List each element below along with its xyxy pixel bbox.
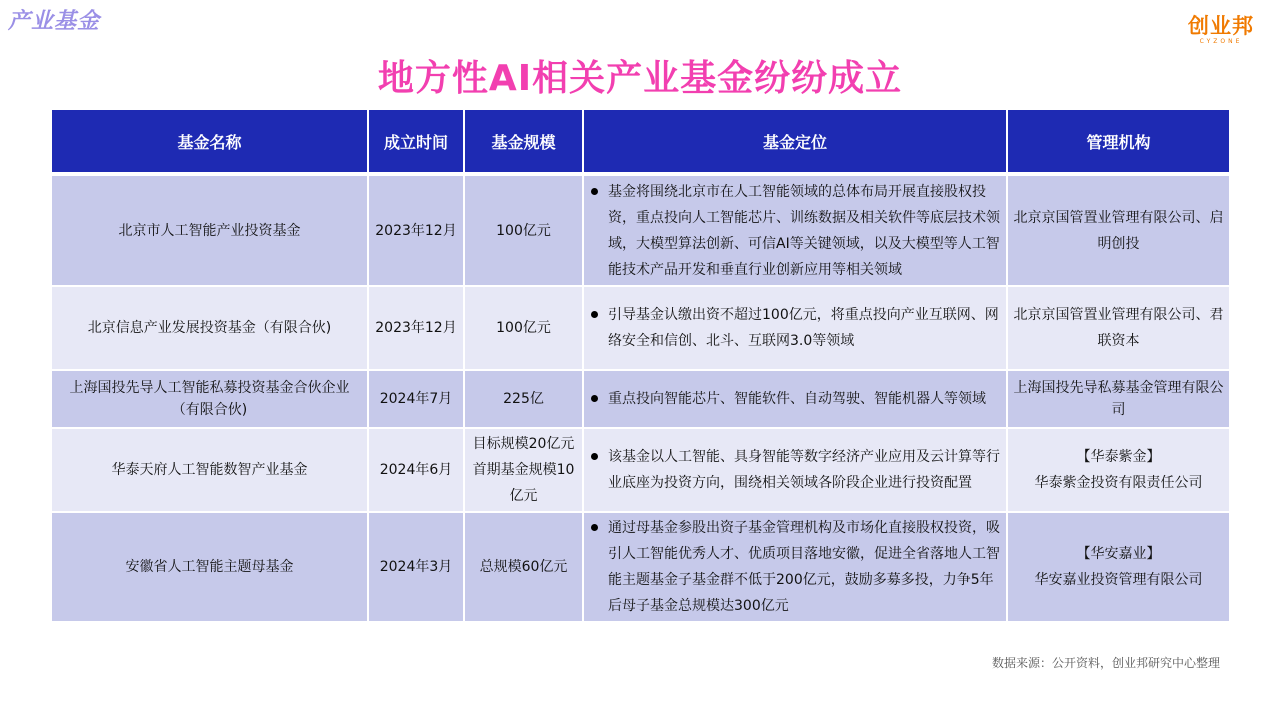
header-positioning: 基金定位 xyxy=(583,110,1007,174)
fund-name-cell: 北京市人工智能产业投资基金 xyxy=(52,174,368,286)
fund-table xyxy=(52,110,1231,623)
scale-cell: 100亿元 xyxy=(464,174,583,286)
table-row xyxy=(52,370,1230,428)
cyzone-logo xyxy=(1186,14,1256,45)
fund-name-cell: 上海国投先导人工智能私募投资基金合伙企业（有限合伙) xyxy=(52,370,368,428)
header-manager: 管理机构 xyxy=(1007,110,1230,174)
section-label: 产业基金 xyxy=(8,9,101,34)
header-scale: 基金规模 xyxy=(464,110,583,174)
header-fund-name: 基金名称 xyxy=(52,110,368,174)
positioning-cell xyxy=(583,428,1007,512)
manager-company: 华安嘉业投资管理有限公司 xyxy=(1034,572,1203,588)
established-cell: 2024年3月 xyxy=(368,512,464,622)
page-title: 地方性AI相关产业基金纷纷成立 xyxy=(377,58,903,99)
data-source-note: 数据来源：公开资料，创业邦研究中心整理 xyxy=(991,656,1220,670)
positioning-cell xyxy=(583,174,1007,286)
manager-company: 华泰紫金投资有限责任公司 xyxy=(1034,475,1203,491)
positioning-cell xyxy=(583,512,1007,622)
manager-cell: 北京京国管置业管理有限公司、君联资本 xyxy=(1007,286,1230,370)
positioning-cell xyxy=(583,286,1007,370)
manager-cell xyxy=(1007,512,1230,622)
logo-text: 创业邦 xyxy=(1188,14,1254,38)
positioning-cell xyxy=(583,370,1007,428)
manager-brand: 【华安嘉业】 xyxy=(1076,546,1161,562)
established-cell: 2023年12月 xyxy=(368,174,464,286)
table-header-row xyxy=(52,110,1230,174)
established-cell: 2023年12月 xyxy=(368,286,464,370)
scale-cell: 100亿元 xyxy=(464,286,583,370)
scale-cell: 目标规模20亿元首期基金规模10亿元 xyxy=(464,428,583,512)
logo-subtext: CYZONE xyxy=(1199,38,1243,45)
table-row xyxy=(52,174,1230,286)
manager-cell: 北京京国管置业管理有限公司、启明创投 xyxy=(1007,174,1230,286)
header-established: 成立时间 xyxy=(368,110,464,174)
positioning-text: 重点投向智能芯片、智能软件、自动驾驶、智能机器人等领域 xyxy=(608,386,1002,412)
manager-cell: 上海国投先导私募基金管理有限公司 xyxy=(1007,370,1230,428)
scale-cell: 总规模60亿元 xyxy=(464,512,583,622)
established-cell: 2024年6月 xyxy=(368,428,464,512)
manager-brand: 【华泰紫金】 xyxy=(1076,449,1161,465)
fund-name-cell: 北京信息产业发展投资基金（有限合伙) xyxy=(52,286,368,370)
fund-name-cell: 安徽省人工智能主题母基金 xyxy=(52,512,368,622)
scale-cell: 225亿 xyxy=(464,370,583,428)
table-row xyxy=(52,428,1230,512)
established-cell: 2024年7月 xyxy=(368,370,464,428)
table-row xyxy=(52,512,1230,622)
fund-name-cell: 华泰天府人工智能数智产业基金 xyxy=(52,428,368,512)
positioning-text: 该基金以人工智能、具身智能等数字经济产业应用及云计算等行业底座为投资方向，围绕相关领域各阶段企业进行投资配置 xyxy=(608,444,1002,496)
positioning-text: 引导基金认缴出资不超过100亿元，将重点投向产业互联网、网络安全和信创、北斗、互联网3.0等领域 xyxy=(608,302,1002,354)
positioning-text: 通过母基金参股出资子基金管理机构及市场化直接股权投资，吸引人工智能优秀人才、优质项目落地安徽，促进全省落地人工智能主题基金子基金群不低于200亿元，鼓励多募多投，力争5年后母子基金总规模达300亿元 xyxy=(608,515,1002,619)
manager-cell xyxy=(1007,428,1230,512)
table-row xyxy=(52,286,1230,370)
positioning-text: 基金将围绕北京市在人工智能领域的总体布局开展直接股权投资，重点投向人工智能芯片、训练数据及相关软件等底层技术领域，大模型算法创新、可信AI等关键领域，以及大模型等人工智能技术产品开发和垂直行业创新应用等相关领域 xyxy=(608,179,1002,283)
